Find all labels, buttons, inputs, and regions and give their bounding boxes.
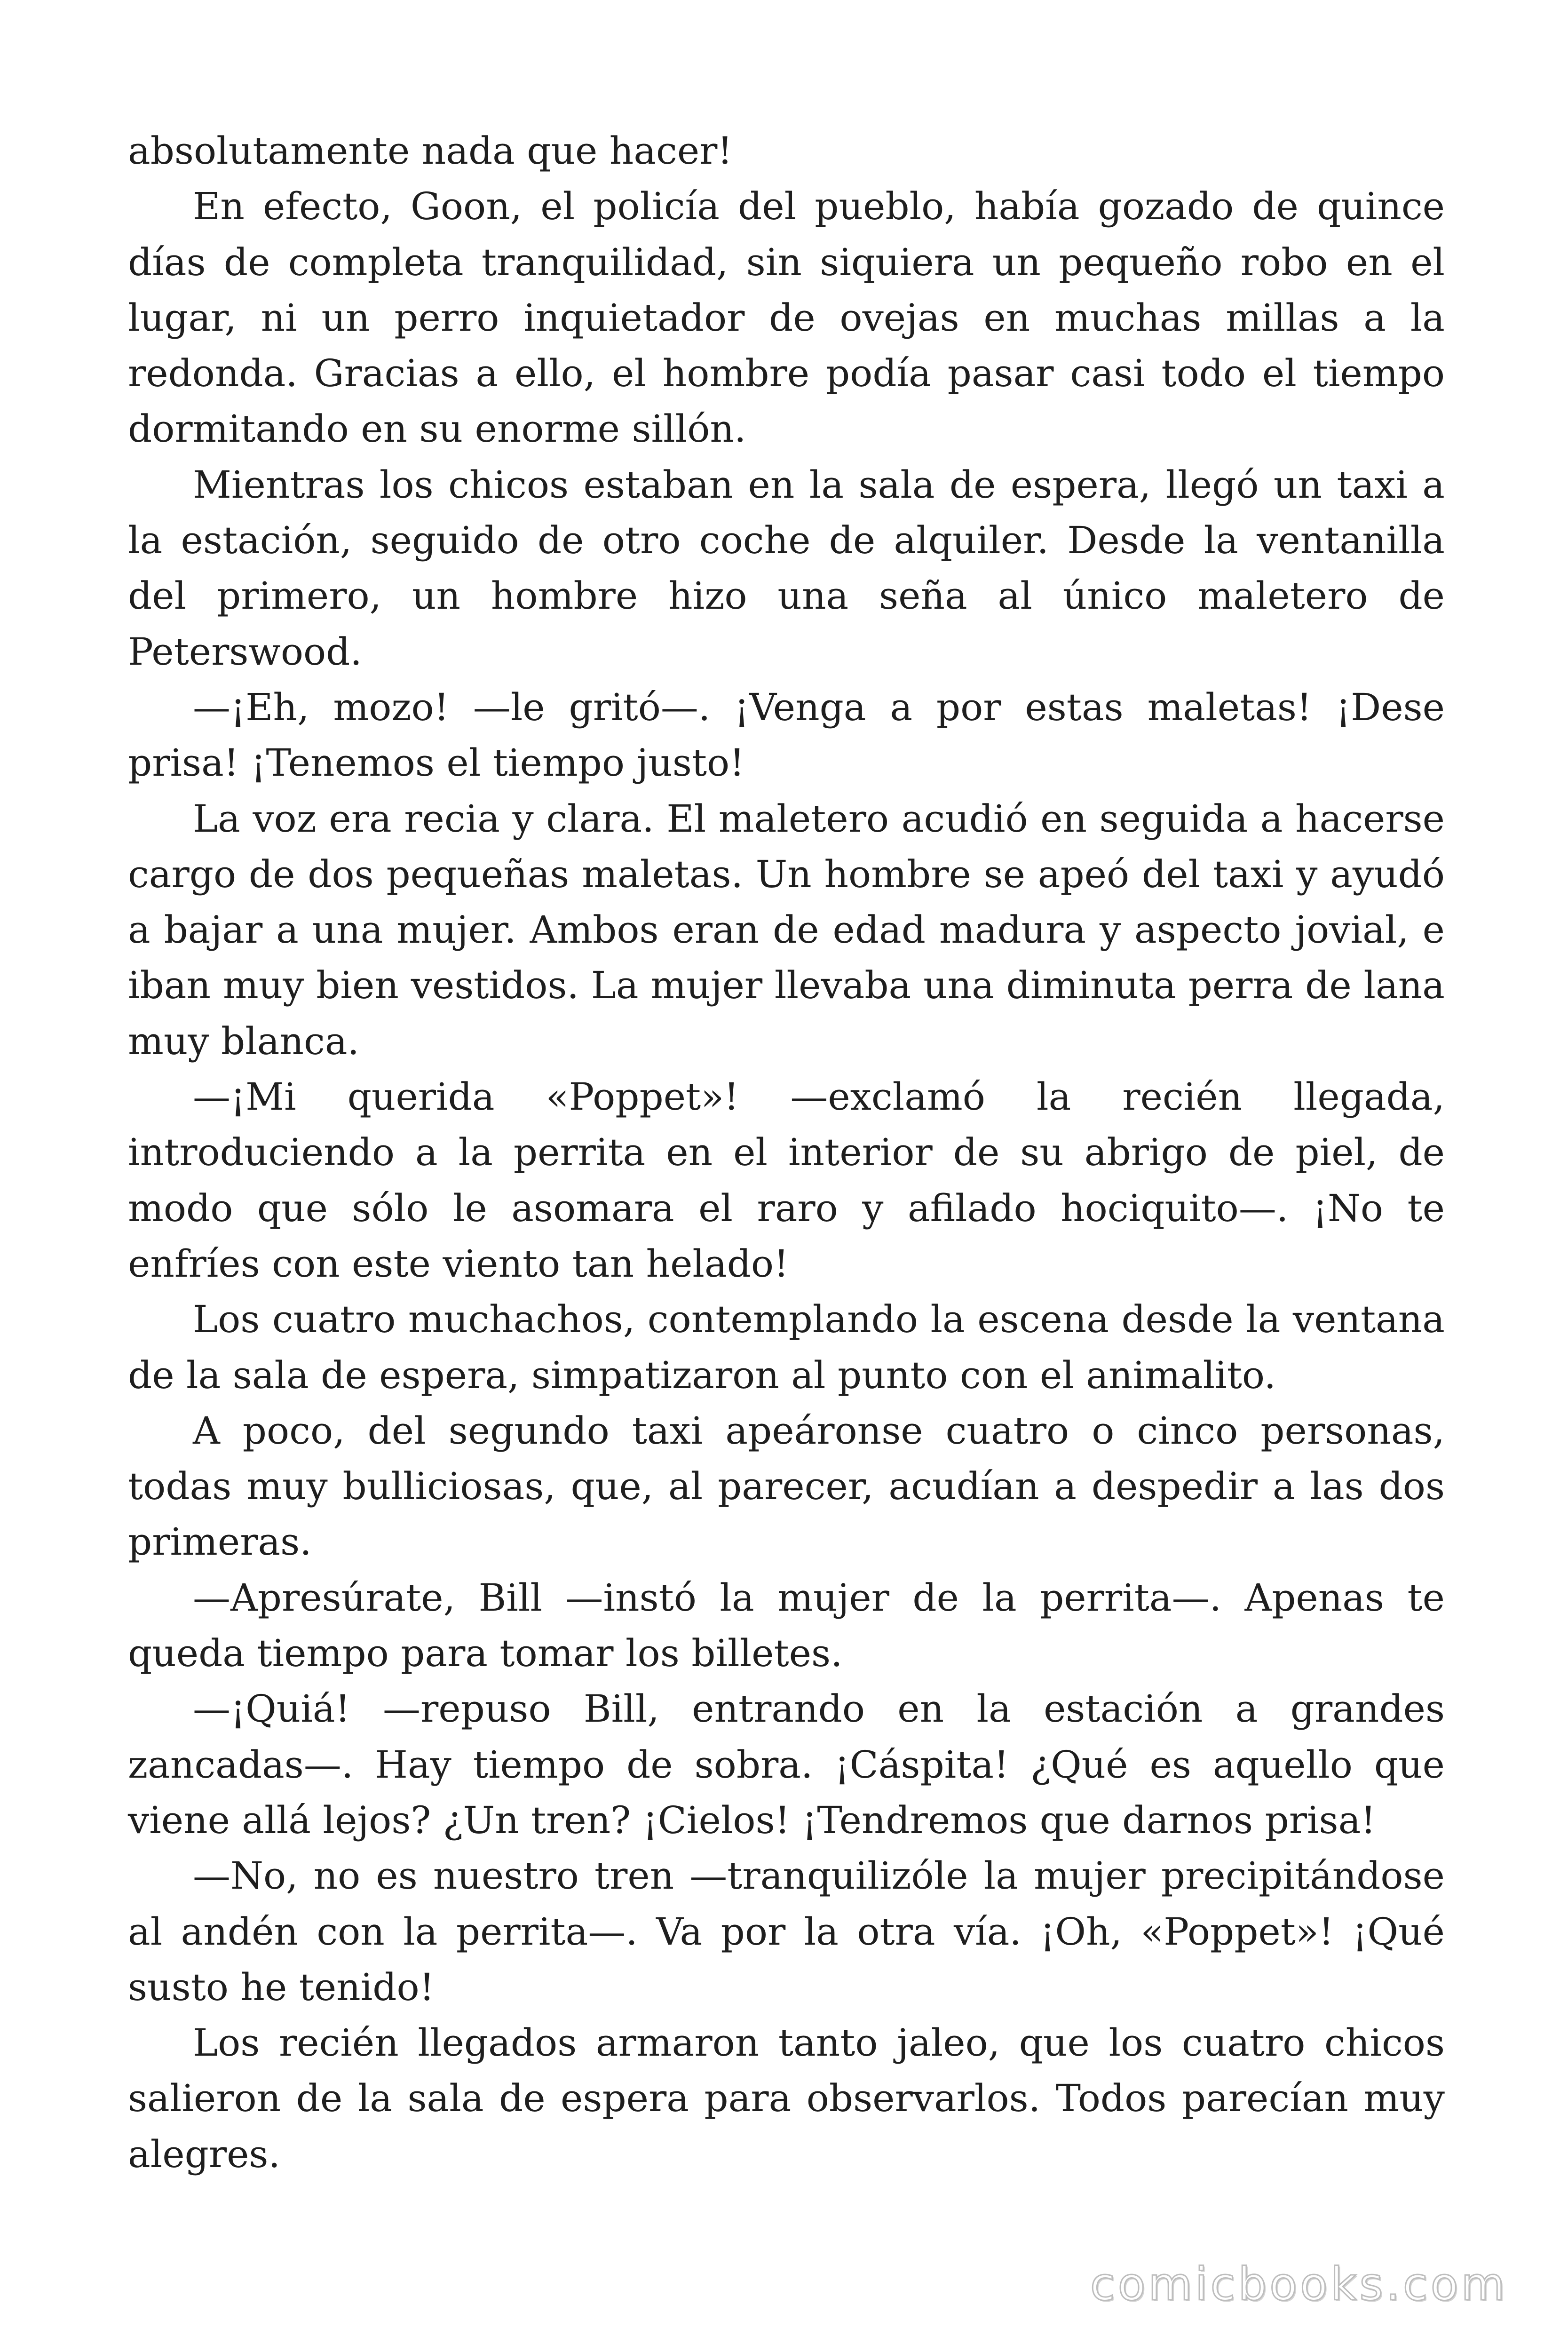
paragraph: absolutamente nada que hacer! xyxy=(128,129,733,173)
page-text xyxy=(128,123,1445,2182)
paragraph: —¡Mi querida «Poppet»! —exclamó la recién llegada, introduciendo a la perrita en el interior de su abrigo de piel, de modo que sólo le asomara el raro y afilado hociquito—. ¡No te enfríes con este viento tan helado! xyxy=(128,1075,1445,1286)
watermark: comicbooks.com xyxy=(1090,2258,1508,2311)
paragraph: —Apresúrate, Bill —instó la mujer de la perrita—. Apenas te queda tiempo para tomar los billetes. xyxy=(128,1575,1445,1676)
paragraph: A poco, del segundo taxi apeáronse cuatro o cinco personas, todas muy bulliciosas, que, al parecer, acudían a despedir a las dos primeras. xyxy=(128,1408,1445,1564)
paragraph: —No, no es nuestro tren —tranquilizóle la mujer precipitándose al andén con la perrita—. Va por la otra vía. ¡Oh, «Poppet»! ¡Qué susto he tenido! xyxy=(128,1854,1445,2009)
paragraph: Mientras los chicos estaban en la sala de espera, llegó un taxi a la estación, seguido de otro coche de alquiler. Desde la ventanilla del primero, un hombre hizo una seña al único maletero de Peterswood. xyxy=(128,462,1445,674)
paragraph: Los recién llegados armaron tanto jaleo, que los cuatro chicos salieron de la sala de espera para observarlos. Todos parecían muy alegres. xyxy=(128,2021,1445,2176)
paragraph: En efecto, Goon, el policía del pueblo, había gozado de quince días de completa tranquilidad, sin siquiera un pequeño robo en el lugar, ni un perro inquietador de ovejas en muchas millas a la redonda. Gracias a ello, el hombre podía pasar casi todo el tiempo dormitando en su enorme sillón. xyxy=(128,184,1445,451)
paragraph: —¡Eh, mozo! —le gritó—. ¡Venga a por estas maletas! ¡Dese prisa! ¡Tenemos el tiempo justo! xyxy=(128,685,1445,785)
paragraph: Los cuatro muchachos, contemplando la escena desde la ventana de la sala de espera, simpatizaron al punto con el animalito. xyxy=(128,1297,1445,1397)
paragraph: —¡Quiá! —repuso Bill, entrando en la estación a grandes zancadas—. Hay tiempo de sobra. ¡Cáspita! ¿Qué es aquello que viene allá lejos? ¿Un tren? ¡Cielos! ¡Tendremos que darnos prisa! xyxy=(128,1687,1445,1842)
paragraph: La voz era recia y clara. El maletero acudió en seguida a hacerse cargo de dos pequeñas maletas. Un hombre se apeó del taxi y ayudó a bajar a una mujer. Ambos eran de edad madura y aspecto jovial, e iban muy bien vestidos. La mujer llevaba una diminuta perra de lana muy blanca. xyxy=(128,796,1445,1063)
